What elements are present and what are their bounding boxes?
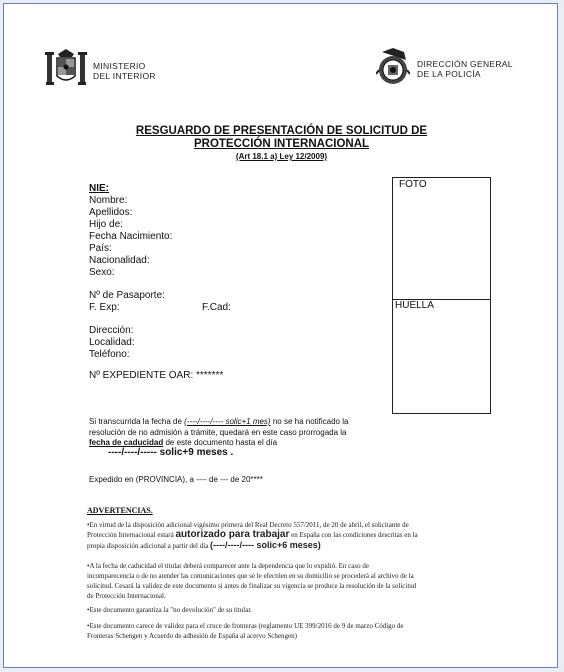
notice-text-3: de este documento hasta el día — [165, 438, 278, 447]
warning-1-line-2 — [87, 530, 532, 540]
ministry-line-1: MINISTERIO — [93, 61, 146, 71]
notice-expiry-label: fecha de caducidad — [89, 438, 164, 447]
field-direccion: Dirección: — [89, 325, 134, 336]
warning-work-authorization — [87, 520, 532, 551]
field-nie: NIE: — [89, 183, 109, 194]
police-name — [417, 59, 513, 79]
police-line-1: DIRECCIÓN GENERAL — [417, 59, 513, 69]
field-localidad: Localidad: — [89, 337, 135, 348]
issued-line: Expedido en (PROVINCIA), a ---- de --- de 20**** — [89, 475, 263, 484]
document-title-line-2: PROTECCIÓN INTERNACIONAL — [193, 138, 370, 150]
warning-2-line-2: incomparecencia o de no atender las comunicaciones que se le efectúen en su domicilio se procederá al archivo de la — [87, 572, 414, 580]
warning-1-text-c: propia disposición adicional a partir del día — [87, 542, 209, 550]
field-apellidos: Apellidos: — [89, 207, 133, 218]
photo-box — [392, 177, 491, 300]
field-nacionalidad: Nacionalidad: — [89, 255, 150, 266]
document-title-line-1: RESGUARDO DE PRESENTACIÓN DE SOLICITUD DE — [135, 125, 428, 137]
notice-text-1: Si transcurrida la fecha de — [89, 417, 182, 426]
field-fecha-expedicion: F. Exp: — [89, 302, 120, 313]
coat-of-arms-icon — [44, 48, 88, 94]
police-badge-icon — [376, 48, 410, 86]
warning-non-return: •Este documento garantiza la "no devolución" de su titular. — [87, 606, 253, 614]
warning-1-line-1: •En virtud de la disposición adicional vigésimo primera del Real Decreto 557/2011, de 20 de abril, el solicitante de — [87, 521, 409, 529]
field-fecha-nacimiento: Fecha Nacimiento: — [89, 231, 173, 242]
warning-1-line-3 — [87, 540, 532, 551]
field-nombre: Nombre: — [89, 195, 128, 206]
photo-box-label: FOTO — [399, 179, 427, 190]
document-page — [3, 3, 558, 668]
warning-1-text-a: Protección Internacional estará — [87, 531, 174, 539]
warning-2-line-1: •A la fecha de caducidad el titular deberá comparecer ante la dependencia que lo expidió. En caso de — [87, 562, 369, 570]
notice-extension — [108, 447, 233, 458]
notice-line-2: resolución de no admisión a trámite, quedará en este caso prorrogada la — [89, 428, 347, 437]
warning-1-authorized: autorizado para trabajar — [175, 529, 290, 540]
notice-extension-date: ----/----/----- solic+9 meses — [108, 447, 228, 458]
field-sexo: Sexo: — [89, 267, 115, 278]
fingerprint-box — [392, 299, 491, 414]
fingerprint-box-label: HUELLA — [395, 300, 434, 311]
warning-1-date: (----/----/---- solic+6 meses) — [210, 540, 321, 550]
warning-2-line-3: solicitud. Cesará la validez de este documento si antes de finalizar su vigencia se produce la resolución de la solicitud — [87, 582, 417, 590]
warning-4-line-1: •Este documento carece de validez para el cruce de fronteras (reglamento UE 399/2016 de 9 de marzo Código de — [87, 622, 404, 630]
field-hijo-de: Hijo de: — [89, 219, 123, 230]
field-expediente-oar: Nº EXPEDIENTE OAR: ******* — [89, 370, 224, 381]
warnings-heading: ADVERTENCIAS. — [87, 506, 153, 515]
warning-border-crossing — [87, 621, 532, 641]
field-fecha-caducidad: F.Cad: — [202, 302, 231, 313]
field-telefono: Teléfono: — [89, 349, 130, 360]
notice-line-1 — [89, 416, 389, 427]
police-line-2: DE LA POLICÍA — [417, 69, 481, 79]
notice-text-2: no se ha notificado la — [272, 417, 349, 426]
field-pasaporte: Nº de Pasaporte: — [89, 290, 165, 301]
notice-extension-dot: . — [230, 447, 234, 458]
warning-1-text-b: en España con las condiciones descritas en la — [291, 531, 418, 539]
document-subtitle: (Art 18.1 a) Ley 12/2009) — [235, 152, 328, 161]
ministry-line-2: DEL INTERIOR — [93, 71, 156, 81]
warning-2-line-4: de Protección Internacional. — [87, 592, 166, 600]
ministry-name — [93, 61, 156, 81]
notice-date-placeholder: (----/----/---- solic+1 mes) — [184, 417, 271, 426]
warning-4-line-2: Fronteras Schengen y Acuerdo de adhesión de España al acervo Schengen) — [87, 632, 297, 640]
field-pais: País: — [89, 243, 112, 254]
warning-expiry — [87, 561, 532, 601]
